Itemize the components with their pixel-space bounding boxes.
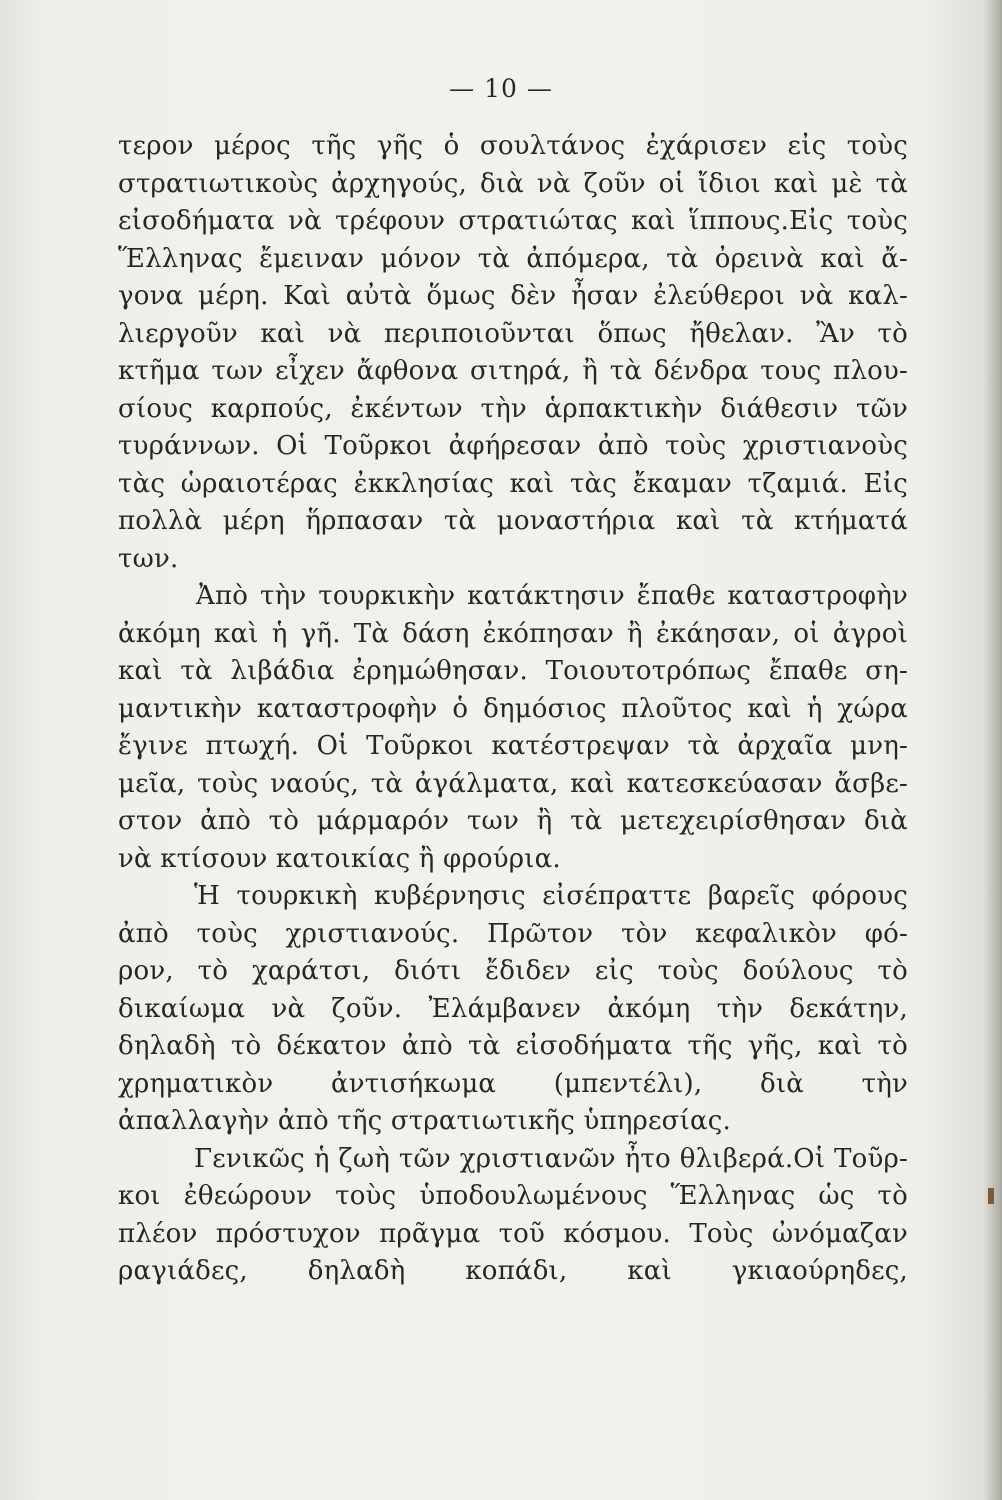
text-line: νὰ κτίσουν κατοικίας ἢ φρούρια. [118,843,561,874]
text-line: Ἕλληνας ἔμειναν μόνον τὰ ἀπόμερα, τὰ ὀρεινὰ καὶ ἄ- [118,243,908,274]
text-line: των. [118,543,179,574]
text-line: ἀκόμη καὶ ἡ γῆ. Τὰ δάση ἐκόπησαν ἢ ἐκάησαν, οἱ ἀγροὶ [118,618,908,649]
text-line: τερον μέρος τῆς γῆς ὁ σουλτάνος ἐχάρισεν εἰς τοὺς [118,131,908,161]
text-line: στον ἀπὸ τὸ μάρμαρόν των ἢ τὰ μετεχειρίσθησαν διὰ [118,806,908,836]
text-line: σίους καρπούς, ἐκέντων τὴν ἁρπακτικὴν διάθεσιν τῶν [118,393,908,424]
margin-bookmark-mark [988,1188,994,1204]
text-line: λιεργοῦν καὶ νὰ περιποιοῦνται ὅπως ἤθελαν. Ἂν τὸ [118,318,908,349]
text-line: μαντικὴν καταστροφὴν ὁ δημόσιος πλοῦτος καὶ ἡ χώρα [118,693,908,724]
text-line: ἀπαλλαγὴν ἀπὸ τῆς στρατιωτικῆς ὑπηρεσίας. [118,1106,731,1136]
text-line: τυράννων. Οἱ Τοῦρκοι ἀφήρεσαν ἀπὸ τοὺς χριστιανοὺς [118,431,908,461]
text-line: ρον, τὸ χαράτσι, διότι ἔδιδεν εἰς τοὺς δούλους τὸ [118,956,908,986]
paragraph [118,1141,908,1291]
text-line: ραγιάδες, δηλαδὴ κοπάδι, καὶ γκιαούρηδες, [118,1256,908,1286]
page-number: — 10 — [449,74,553,103]
text-line: ἀπὸ τοὺς χριστιανούς. Πρῶτον τὸν κεφαλικὸν φό- [118,918,908,949]
paragraph [118,878,908,1141]
text-line: χρηματικὸν ἀντισήκωμα (μπεντέλι), διὰ τὴν [118,1068,908,1099]
text-line: δηλαδὴ τὸ δέκατον ἀπὸ τὰ εἰσοδήματα τῆς γῆς, καὶ τὸ [118,1031,908,1061]
text-line: τὰς ὡραιοτέρας ἐκκλησίας καὶ τὰς ἔκαμαν τζαμιά. Εἰς [118,468,908,499]
text-line: στρατιωτικοὺς ἀρχηγούς, διὰ νὰ ζοῦν οἱ ἴδιοι καὶ μὲ τὰ [118,168,908,199]
text-line: Ἡ τουρκικὴ κυβέρνησις εἰσέπραττε βαρεῖς φόρους [194,881,908,911]
text-line: Γενικῶς ἡ ζωὴ τῶν χριστιανῶν ἦτο θλιβερά.Οἱ Τοῦρ- [194,1143,908,1174]
text-line: κοι ἐθεώρουν τοὺς ὑποδουλωμένους Ἕλληνας ὡς τὸ [118,1181,908,1211]
text-line: ἔγινε πτωχή. Οἱ Τοῦρκοι κατέστρεψαν τὰ ἀρχαῖα μνη- [118,731,908,761]
page-edge-shadow [984,0,1002,1500]
text-line: πολλὰ μέρη ἥρπασαν τὰ μοναστήρια καὶ τὰ κτήματά [118,506,908,536]
text-line: δικαίωμα νὰ ζοῦν. Ἐλάμβανεν ἀκόμη τὴν δεκάτην, [118,993,908,1024]
text-line: εἰσοδήματα νὰ τρέφουν στρατιώτας καὶ ἵππους.Εἰς τοὺς [118,206,908,236]
text-line: Ἀπὸ τὴν τουρκικὴν κατάκτησιν ἔπαθε καταστροφὴν [196,581,908,611]
text-line: κτῆμα των εἶχεν ἄφθονα σιτηρά, ἢ τὰ δένδρα τους πλου- [118,356,908,386]
text-line: καὶ τὰ λιβάδια ἐρημώθησαν. Τοιουτοτρόπως ἔπαθε ση- [118,656,908,686]
paragraph [118,128,908,578]
paragraph [118,578,908,878]
body-text [118,128,908,1291]
text-line: πλέον πρόστυχον πρᾶγμα τοῦ κόσμου. Τοὺς ὠνόμαζαν [118,1218,908,1249]
text-line: μεῖα, τοὺς ναούς, τὰ ἀγάλματα, καὶ κατεσκεύασαν ἄσβε- [118,768,908,799]
text-line: γονα μέρη. Καὶ αὐτὰ ὅμως δὲν ἦσαν ἐλεύθεροι νὰ καλ- [118,281,908,311]
